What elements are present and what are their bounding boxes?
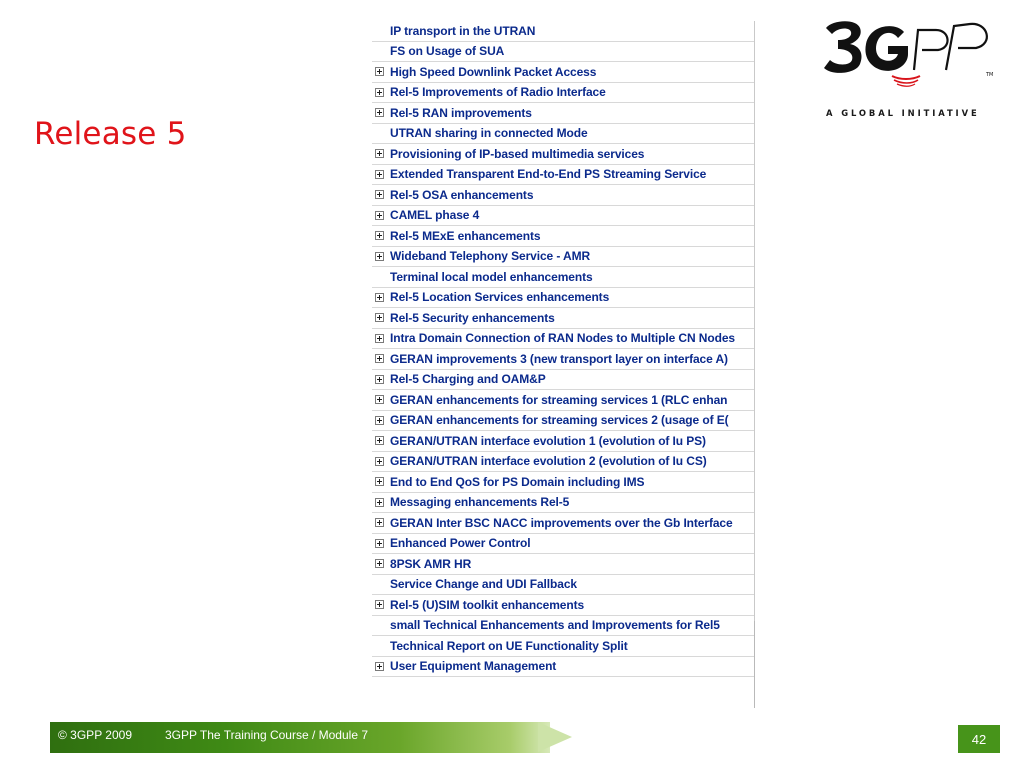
expand-plus-icon[interactable] [375, 88, 384, 97]
feature-row[interactable] [372, 349, 754, 370]
feature-label: Technical Report on UE Functionality Split [390, 638, 628, 653]
feature-label: Rel-5 MExE enhancements [390, 228, 541, 243]
feature-label: Terminal local model enhancements [390, 269, 593, 284]
feature-row[interactable] [372, 62, 754, 83]
feature-label: Intra Domain Connection of RAN Nodes to Multiple CN Nodes [390, 331, 735, 346]
feature-label: GERAN improvements 3 (new transport layer on interface A) [390, 351, 728, 366]
feature-row [372, 575, 754, 596]
feature-label: Messaging enhancements Rel-5 [390, 495, 570, 510]
feature-row[interactable] [372, 657, 754, 678]
page-number: 42 [958, 725, 1000, 753]
feature-label: Provisioning of IP-based multimedia services [390, 146, 645, 161]
3gpp-logo [822, 18, 1002, 126]
expand-plus-icon[interactable] [375, 211, 384, 220]
feature-row[interactable] [372, 308, 754, 329]
feature-row [372, 636, 754, 657]
feature-row[interactable] [372, 165, 754, 186]
feature-label: User Equipment Management [390, 659, 557, 674]
feature-row[interactable] [372, 390, 754, 411]
feature-row[interactable] [372, 452, 754, 473]
feature-label: Rel-5 (U)SIM toolkit enhancements [390, 597, 585, 612]
feature-row[interactable] [372, 226, 754, 247]
feature-row [372, 42, 754, 63]
expand-plus-icon[interactable] [375, 354, 384, 363]
feature-row[interactable] [372, 431, 754, 452]
feature-label: small Technical Enhancements and Improvements for Rel5 [390, 618, 720, 633]
expand-plus-icon[interactable] [375, 436, 384, 445]
feature-row[interactable] [372, 247, 754, 268]
footer-course-title: 3GPP The Training Course / Module 7 [165, 728, 369, 742]
expand-plus-icon[interactable] [375, 293, 384, 302]
feature-row[interactable] [372, 595, 754, 616]
expand-plus-icon[interactable] [375, 149, 384, 158]
feature-label: UTRAN sharing in connected Mode [390, 126, 588, 141]
expand-plus-icon[interactable] [375, 395, 384, 404]
footer-copyright: © 3GPP 2009 [58, 728, 133, 742]
expand-plus-icon[interactable] [375, 559, 384, 568]
feature-label: Extended Transparent End-to-End PS Streaming Service [390, 167, 707, 182]
expand-plus-icon[interactable] [375, 518, 384, 527]
list-column-divider [754, 21, 763, 621]
feature-label: High Speed Downlink Packet Access [390, 64, 597, 79]
expand-plus-icon[interactable] [375, 375, 384, 384]
logo-tagline: A GLOBAL INITIATIVE [826, 108, 980, 118]
feature-label: Rel-5 Improvements of Radio Interface [390, 85, 606, 100]
expand-plus-icon[interactable] [375, 600, 384, 609]
feature-row[interactable] [372, 185, 754, 206]
feature-row[interactable] [372, 493, 754, 514]
feature-label: Rel-5 Charging and OAM&P [390, 372, 546, 387]
expand-plus-icon[interactable] [375, 190, 384, 199]
feature-row[interactable] [372, 370, 754, 391]
feature-row[interactable] [372, 534, 754, 555]
feature-row[interactable] [372, 206, 754, 227]
feature-label: Rel-5 Location Services enhancements [390, 290, 610, 305]
feature-label: Rel-5 OSA enhancements [390, 187, 534, 202]
3gpp-logo-mark [822, 18, 1002, 106]
feature-label: CAMEL phase 4 [390, 208, 480, 223]
expand-plus-icon[interactable] [375, 108, 384, 117]
expand-plus-icon[interactable] [375, 67, 384, 76]
feature-label: GERAN enhancements for streaming services 2 (usage of E( [390, 413, 729, 428]
expand-plus-icon[interactable] [375, 231, 384, 240]
feature-label: GERAN enhancements for streaming services 1 (RLC enhan [390, 392, 728, 407]
expand-plus-icon[interactable] [375, 539, 384, 548]
feature-row[interactable] [372, 329, 754, 350]
expand-plus-icon[interactable] [375, 457, 384, 466]
expand-plus-icon[interactable] [375, 313, 384, 322]
expand-plus-icon[interactable] [375, 334, 384, 343]
feature-row[interactable] [372, 83, 754, 104]
feature-row [372, 124, 754, 145]
feature-row [372, 267, 754, 288]
feature-row[interactable] [372, 411, 754, 432]
feature-label: Enhanced Power Control [390, 536, 531, 551]
feature-row[interactable] [372, 513, 754, 534]
slide-title: Release 5 [34, 116, 187, 152]
feature-row [372, 21, 754, 42]
expand-plus-icon[interactable] [375, 662, 384, 671]
feature-row[interactable] [372, 472, 754, 493]
expand-plus-icon[interactable] [375, 498, 384, 507]
feature-row[interactable] [372, 554, 754, 575]
feature-label: GERAN Inter BSC NACC improvements over the Gb Interface [390, 515, 733, 530]
feature-label: Rel-5 RAN improvements [390, 105, 532, 120]
expand-plus-icon[interactable] [375, 170, 384, 179]
feature-label: GERAN/UTRAN interface evolution 2 (evolution of Iu CS) [390, 454, 707, 469]
trademark-mark: TM [986, 72, 994, 78]
feature-label: End to End QoS for PS Domain including IMS [390, 474, 645, 489]
footer-arrow [538, 722, 572, 752]
expand-plus-icon[interactable] [375, 416, 384, 425]
feature-label: IP transport in the UTRAN [390, 23, 536, 38]
feature-label: Service Change and UDI Fallback [390, 577, 577, 592]
feature-row[interactable] [372, 144, 754, 165]
feature-label: FS on Usage of SUA [390, 44, 505, 59]
expand-plus-icon[interactable] [375, 477, 384, 486]
feature-label: Rel-5 Security enhancements [390, 310, 555, 325]
expand-plus-icon[interactable] [375, 252, 384, 261]
feature-label: 8PSK AMR HR [390, 556, 472, 571]
feature-row [372, 616, 754, 637]
feature-label: GERAN/UTRAN interface evolution 1 (evolution of Iu PS) [390, 433, 706, 448]
feature-label: Wideband Telephony Service - AMR [390, 249, 591, 264]
feature-row[interactable] [372, 288, 754, 309]
feature-list [372, 21, 755, 708]
feature-row[interactable] [372, 103, 754, 124]
